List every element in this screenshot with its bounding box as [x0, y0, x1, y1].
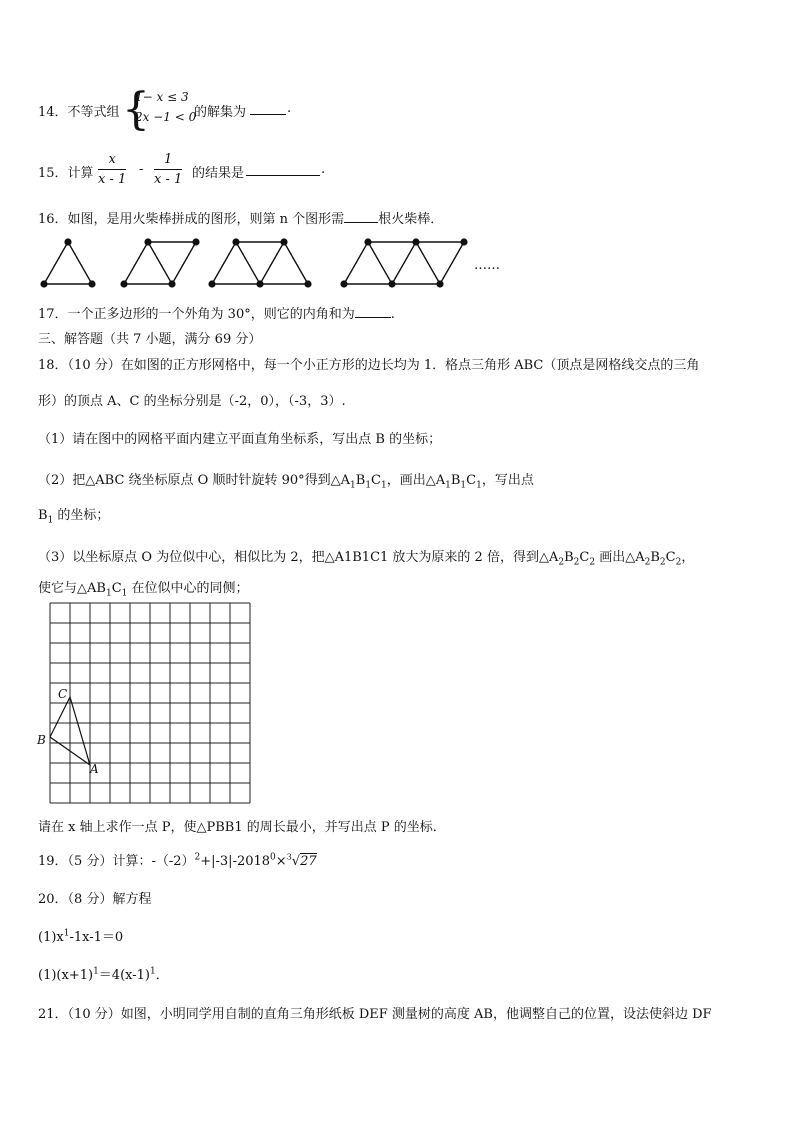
q18-part3-line2-c: C [111, 581, 122, 596]
q18-after-figure: 请在 x 轴上求作一点 P，使△PBB1 的周长最小，并写出点 P 的坐标． [38, 820, 446, 835]
label-a: A [90, 762, 99, 776]
q15-answer-blank [246, 162, 320, 176]
q18-part-3 [38, 546, 694, 568]
q18-part2-text-a: （2）把△ABC 绕坐标原点 O 顺时针旋转 90°得到△A [38, 473, 351, 488]
q15-minus: - [139, 162, 144, 177]
q15-fraction-2 [154, 152, 182, 187]
q14-prefix: 14．不等式组 [38, 105, 120, 120]
q20-eq2-b: ＝4(x-1) [98, 968, 150, 983]
q15-end: . [321, 162, 326, 177]
q18-part3-b: B [564, 550, 574, 565]
q18-part2-text-d: ，画出△A [386, 473, 446, 488]
q15-frac1-denominator: x - 1 [98, 172, 127, 187]
q15-frac2-denominator: x - 1 [154, 172, 183, 187]
sub: 2 [589, 557, 596, 568]
q18-part2-text-e: ，写出点 [481, 473, 534, 488]
q18-part3-c2: C [665, 550, 676, 565]
q17-text: 17．一个正多边形的一个外角为 30°，则它的内角和为 [38, 307, 355, 322]
sub: 1 [460, 480, 467, 491]
q18-part2-text-c: C [371, 473, 381, 488]
q20-eq-1 [38, 926, 123, 945]
q20-title: 20．（8 分）解方程 [38, 892, 152, 907]
q14-row-2: 2x −1 < 0 [135, 110, 197, 124]
q14-inequality-system [122, 84, 197, 135]
radical-icon: √ [291, 854, 301, 869]
q19-mid: +|-3|-2018 [200, 854, 271, 869]
q16-answer-blank [344, 209, 378, 223]
q20-eq1-b: -1x-1＝0 [69, 930, 124, 945]
q19-text: 19．（5 分）计算：-（-2） [38, 854, 195, 869]
question-21: 21．（10 分）如图，小明同学用自制的直角三角形纸板 DEF 测量树的高度 AB，他调整自己的位置，设法使斜边 DF [38, 1007, 712, 1022]
q18-part3-c: C [579, 550, 590, 565]
grid-lines [50, 603, 250, 803]
q18-part2-line2-b: 的坐标； [53, 508, 110, 523]
q18-part2-text-b: B [355, 473, 366, 488]
q15-prefix: 15．计算 [38, 166, 94, 181]
q18-part-2-line-2 [38, 504, 109, 526]
q18-part-3-line-2 [38, 577, 249, 599]
q18-line-1: 18．（10 分）在如图的正方形网格中，每一个小正方形的边长均为 1．格点三角形 ABC（顶点是网格线交点的三角 [38, 358, 700, 373]
label-b: B [37, 733, 46, 747]
matchstick-shape-4 [344, 242, 464, 284]
q19-sup1: 2 [194, 852, 201, 863]
sub: 2 [644, 557, 651, 568]
q18-part3-line2-b: 在位似中心的同侧； [127, 581, 249, 596]
q17-end: . [390, 307, 395, 322]
sub: 2 [675, 557, 682, 568]
sub: 1 [365, 480, 372, 491]
q15-fraction-1 [98, 152, 126, 187]
sub: 1 [381, 480, 387, 491]
question-19 [38, 850, 317, 869]
q18-part2-text-b2: B [450, 473, 461, 488]
q20-eq1-a: (1)x [38, 930, 64, 945]
q18-part-1: （1）请在图中的网格平面内建立平面直角坐标系，写出点 B 的坐标； [38, 432, 442, 447]
q18-part3-text-a: （3）以坐标原点 O 为位似中心，相似比为 2，把△A1B1C1 放大为原来的 2 倍，得到△A [38, 550, 559, 565]
q18-part2-text-c2: C [466, 473, 477, 488]
q20-eq2-sup1: 1 [93, 966, 99, 977]
q17-answer-blank [355, 304, 391, 318]
q15-frac2-numerator: 1 [154, 152, 182, 170]
matchstick-figure [36, 234, 516, 290]
q18-part-2 [38, 469, 534, 491]
q18-part3-b2: B [650, 550, 660, 565]
q20-eq1-sup: 1 [63, 928, 70, 939]
sub: 2 [558, 557, 565, 568]
q14-suffix: 的解集为 [194, 105, 247, 120]
q16-text-a: 16．如图，是用火柴棒拼成的图形，则第 n 个图形需 [38, 212, 345, 227]
sub: 1 [476, 480, 482, 491]
sub: 2 [573, 557, 580, 568]
q18-part3-line2-a: 使它与△AB [38, 581, 106, 596]
question-17 [38, 303, 395, 322]
sub: 1 [121, 588, 128, 599]
q20-eq-2 [38, 964, 169, 983]
sub: 1 [105, 588, 112, 599]
q18-part3-end: ， [681, 550, 695, 565]
sub: 1 [350, 480, 356, 491]
matchstick-shape-1 [44, 242, 92, 284]
q19-times: × [275, 854, 287, 869]
sub: 1 [47, 515, 54, 526]
q14-end: . [287, 101, 292, 116]
sub: 1 [445, 480, 451, 491]
q18-part2-line2-a: B [38, 508, 48, 523]
q15-suffix: 的结果是 [192, 166, 245, 181]
q18-part3-text-b: 画出△A [595, 550, 645, 565]
matchstick-shape-2 [124, 242, 196, 284]
q14-row-1: 1− x ≤ 3 [135, 90, 189, 104]
q16-text-b: 根火柴棒． [378, 212, 444, 227]
question-16 [38, 208, 443, 227]
q20-eq2-end: ． [155, 968, 169, 983]
brace-icon: { [122, 84, 150, 135]
coordinate-grid-figure [36, 600, 256, 810]
matchstick-shape-3 [212, 242, 308, 284]
q14-answer-blank [250, 101, 286, 115]
section-3-heading: 三、解答题（共 7 小题，满分 69 分） [38, 332, 262, 347]
q15-frac1-numerator: x [98, 152, 126, 170]
q20-eq2-sup2: 1 [149, 966, 156, 977]
q19-sup2: 0 [270, 852, 276, 863]
q20-eq2-a: (1)(x+1) [38, 968, 94, 983]
q18-line-2: 形）的顶点 A、C 的坐标分别是（-2，0），（-3，3）. [38, 394, 346, 409]
label-c: C [58, 687, 68, 701]
q19-root-index: 3 [286, 852, 292, 862]
q19-radicand: 27 [300, 854, 317, 869]
sub: 2 [659, 557, 666, 568]
q16-ellipsis: …… [474, 258, 500, 273]
